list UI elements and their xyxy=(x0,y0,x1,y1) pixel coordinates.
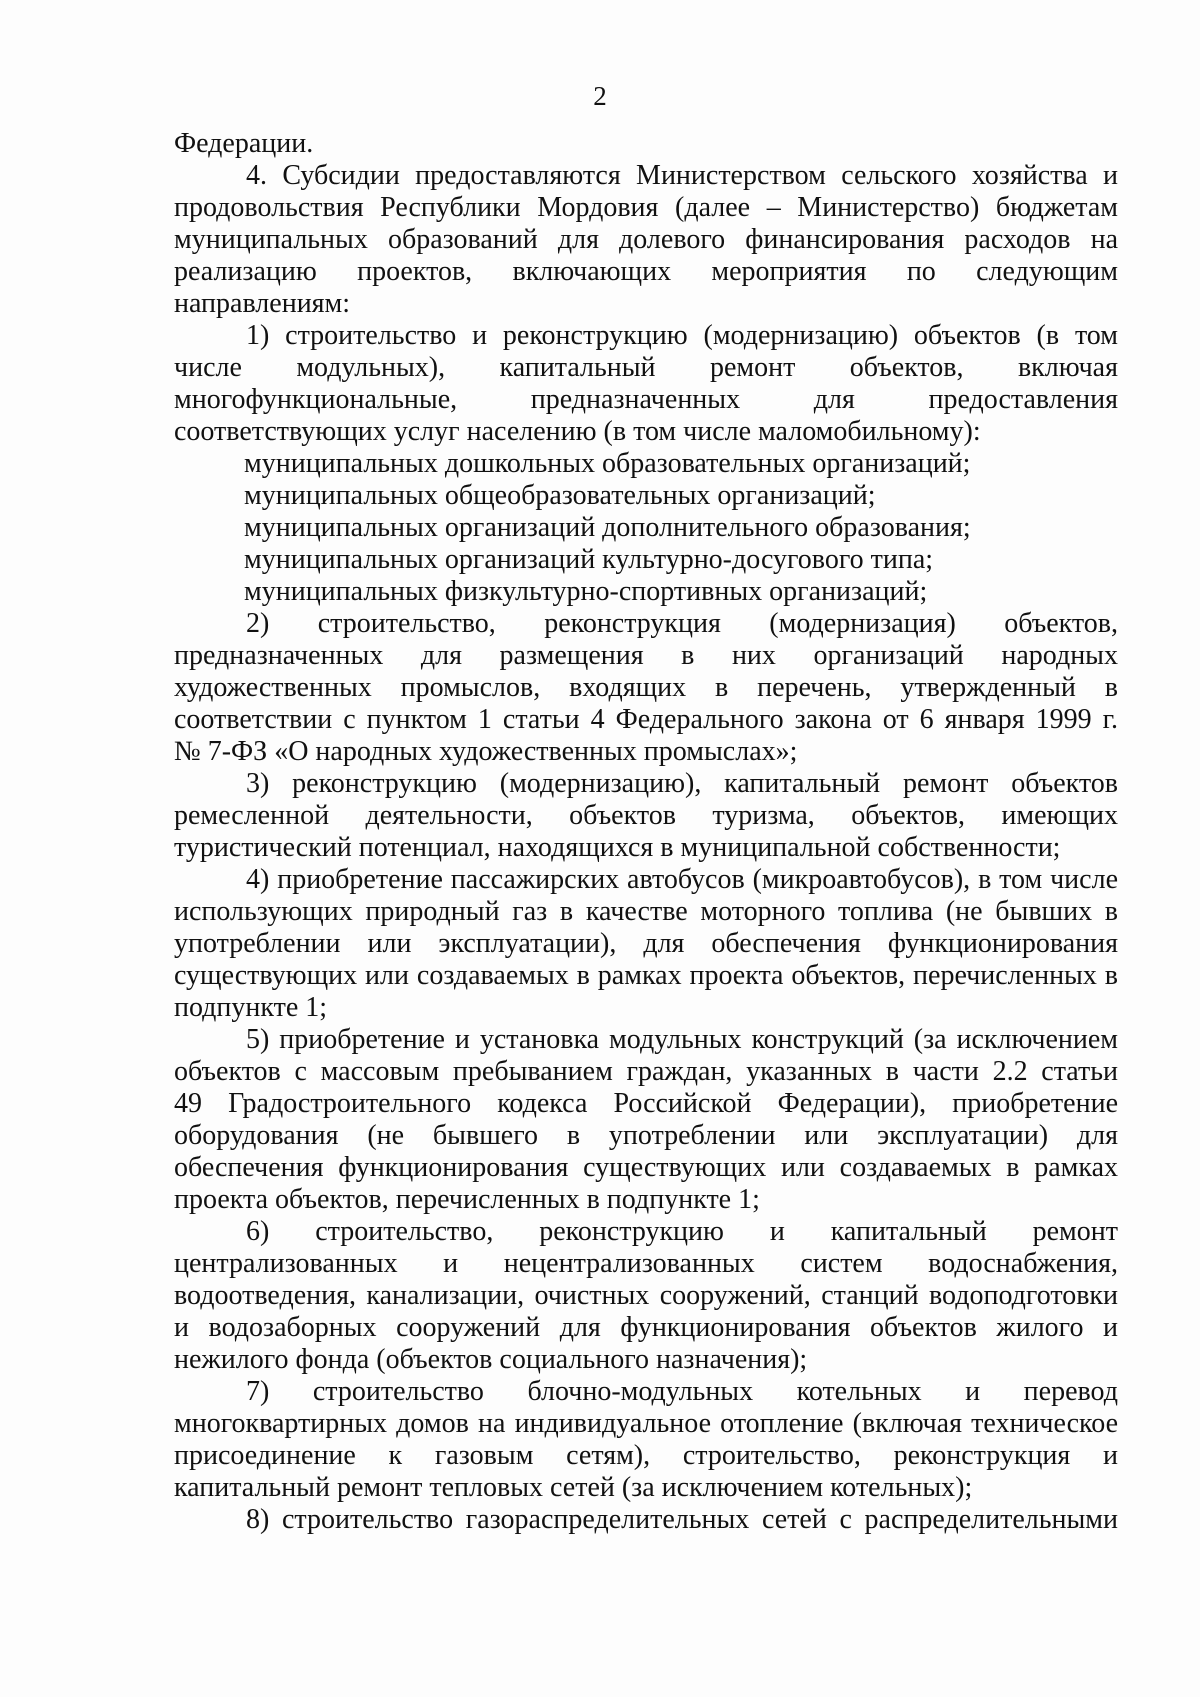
document-body xyxy=(174,128,1118,1536)
text-line: 7) строительство блочно-модульных котельных и перевод xyxy=(246,1376,1118,1407)
text-line: муниципальных организаций дополнительного образования; xyxy=(244,512,971,543)
text-line: направлениям: xyxy=(174,288,351,319)
text-line: художественных промыслов, входящих в перечень, утвержденный в xyxy=(174,672,1118,703)
text-line: 5) приобретение и установка модульных конструкций (за исключением xyxy=(246,1024,1118,1055)
text-line: 1) строительство и реконструкцию (модернизацию) объектов (в том xyxy=(246,320,1118,351)
text-line: 4. Субсидии предоставляются Министерством сельского хозяйства и xyxy=(246,160,1118,191)
text-line: централизованных и нецентрализованных систем водоснабжения, xyxy=(174,1248,1118,1279)
text-line: многофункциональные, предназначенных для предоставления xyxy=(174,384,1118,415)
text-line: нежилого фонда (объектов социального назначения); xyxy=(174,1344,808,1375)
text-line: реализацию проектов, включающих мероприятия по следующим xyxy=(174,256,1118,287)
text-line: числе модульных), капитальный ремонт объектов, включая xyxy=(174,352,1118,383)
text-line: проекта объектов, перечисленных в подпункте 1; xyxy=(174,1184,760,1215)
text-line: 3) реконструкцию (модернизацию), капитальный ремонт объектов xyxy=(246,768,1118,799)
page-number: 2 xyxy=(593,81,607,111)
text-line: 8) строительство газораспределительных сетей с распределительными xyxy=(246,1504,1118,1535)
text-line: капитальный ремонт тепловых сетей (за исключением котельных); xyxy=(174,1472,973,1503)
text-line: присоединение к газовым сетям), строительство, реконструкция и xyxy=(174,1440,1118,1471)
text-line: предназначенных для размещения в них организаций народных xyxy=(174,640,1118,671)
text-line: водоотведения, канализации, очистных сооружений, станций водоподготовки xyxy=(174,1280,1118,1311)
text-line: муниципальных дошкольных образовательных организаций; xyxy=(244,448,971,479)
text-line: объектов с массовым пребыванием граждан, указанных в части 2.2 статьи xyxy=(174,1056,1118,1087)
text-line: 4) приобретение пассажирских автобусов (микроавтобусов), в том числе xyxy=(246,864,1118,895)
text-line: соответствии с пунктом 1 статьи 4 Федерального закона от 6 января 1999 г. xyxy=(174,704,1118,735)
text-line: оборудования (не бывшего в употреблении или эксплуатации) для xyxy=(174,1120,1118,1151)
text-line: ремесленной деятельности, объектов туризма, объектов, имеющих xyxy=(174,800,1118,831)
text-line: употреблении или эксплуатации), для обеспечения функционирования xyxy=(174,928,1118,959)
text-line: соответствующих услуг населению (в том числе маломобильному): xyxy=(174,416,981,447)
text-line: № 7-ФЗ «О народных художественных промыслах»; xyxy=(174,736,798,767)
text-line: продовольствия Республики Мордовия (далее – Министерство) бюджетам xyxy=(174,192,1118,223)
text-line: и водозаборных сооружений для функционирования объектов жилого и xyxy=(174,1312,1118,1343)
text-line: 2) строительство, реконструкция (модернизация) объектов, xyxy=(246,608,1118,639)
text-line: использующих природный газ в качестве моторного топлива (не бывших в xyxy=(174,896,1118,927)
text-line: 49 Градостроительного кодекса Российской Федерации), приобретение xyxy=(174,1088,1118,1119)
text-line: подпункте 1; xyxy=(174,992,328,1023)
text-line: муниципальных образований для долевого финансирования расходов на xyxy=(174,224,1118,255)
text-line: муниципальных физкультурно-спортивных организаций; xyxy=(244,576,928,607)
text-line: обеспечения функционирования существующих или создаваемых в рамках xyxy=(174,1152,1118,1183)
text-line: муниципальных общеобразовательных организаций; xyxy=(244,480,876,511)
text-line: существующих или создаваемых в рамках проекта объектов, перечисленных в xyxy=(174,960,1118,991)
text-line: 6) строительство, реконструкцию и капитальный ремонт xyxy=(246,1216,1118,1247)
text-line: Федерации. xyxy=(174,128,314,159)
text-line: муниципальных организаций культурно-досугового типа; xyxy=(244,544,934,575)
text-line: многоквартирных домов на индивидуальное отопление (включая техническое xyxy=(174,1408,1118,1439)
text-line: туристический потенциал, находящихся в муниципальной собственности; xyxy=(174,832,1061,863)
